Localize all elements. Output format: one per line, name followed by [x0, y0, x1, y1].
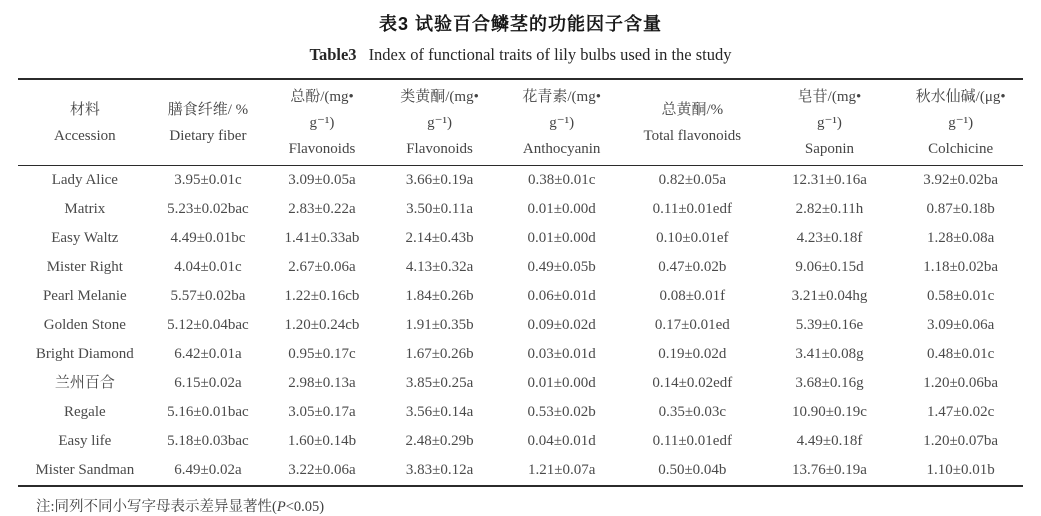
value-cell: 0.01±0.00d: [527, 230, 596, 246]
value-cell: 0.50±0.04b: [658, 462, 727, 478]
column-header-total-phenols-line: Flavonoids: [288, 140, 356, 157]
value-cell: 4.13±0.32a: [405, 259, 474, 275]
column-header-accession: [18, 79, 152, 166]
accession-cell: Regale: [64, 404, 106, 420]
accession-cell: Easy Waltz: [51, 230, 119, 246]
value-cell: 2.67±0.06a: [288, 259, 356, 275]
table-row: [18, 340, 1023, 369]
value-cell: 0.14±0.02edf: [652, 375, 733, 391]
value-cell: 3.09±0.05a: [288, 172, 356, 188]
value-cell: 1.67±0.26b: [405, 346, 474, 362]
value-cell: 2.98±0.13a: [288, 375, 356, 391]
value-cell: 9.06±0.15d: [795, 259, 864, 275]
column-header-accession-line: 材料: [69, 101, 100, 118]
value-cell: 0.49±0.05b: [527, 259, 596, 275]
value-cell: 5.18±0.03bac: [167, 433, 249, 449]
value-cell: 0.82±0.05a: [658, 172, 726, 188]
column-header-accession-line: Accession: [54, 127, 116, 144]
value-cell: 4.49±0.18f: [796, 433, 863, 449]
table-row: [18, 311, 1023, 340]
value-cell: 5.12±0.04bac: [167, 317, 249, 333]
table-header: [18, 79, 1023, 166]
value-cell: 3.92±0.02ba: [923, 172, 999, 188]
value-cell: 2.83±0.22a: [288, 201, 356, 217]
value-cell: 0.10±0.01ef: [656, 230, 729, 246]
value-cell: 1.91±0.35b: [405, 317, 474, 333]
value-cell: 3.41±0.08g: [795, 346, 864, 362]
value-cell: 0.06±0.01d: [527, 288, 596, 304]
footnote-suffix: <0.05): [285, 499, 325, 515]
accession-cell: Golden Stone: [43, 317, 126, 333]
value-cell: 3.66±0.19a: [405, 172, 474, 188]
table-row: [18, 427, 1023, 456]
value-cell: 0.53±0.02b: [527, 404, 596, 420]
value-cell: 0.95±0.17c: [288, 346, 356, 362]
value-cell: 3.21±0.04hg: [791, 288, 868, 304]
value-cell: 0.01±0.00d: [527, 375, 596, 391]
header-row: [18, 79, 1023, 166]
value-cell: 1.10±0.01b: [926, 462, 995, 478]
functional-traits-table: [18, 78, 1023, 487]
value-cell: 0.09±0.02d: [527, 317, 596, 333]
column-header-colchicine-line: Colchicine: [928, 140, 994, 157]
column-header-saponin-line: g⁻¹): [817, 114, 842, 131]
value-cell: 4.49±0.01bc: [170, 230, 246, 246]
table-caption-label: Table3: [309, 45, 357, 64]
value-cell: 4.04±0.01c: [174, 259, 242, 275]
column-header-total-flavonoids-line: 总黄酮/%: [661, 101, 724, 118]
value-cell: 1.18±0.02ba: [923, 259, 999, 275]
value-cell: 0.01±0.00d: [527, 201, 596, 217]
column-header-colchicine-line: 秋水仙碱/(μg•: [915, 88, 1006, 105]
column-header-total-phenols-line: 总酚/(mg•: [290, 88, 354, 105]
accession-cell: 兰州百合: [54, 375, 115, 391]
value-cell: 1.84±0.26b: [405, 288, 474, 304]
column-header-flavonoids: [380, 79, 500, 166]
column-header-flavonoids-line: 类黄酮/(mg•: [400, 88, 479, 105]
column-header-dietary-fiber-line: 膳食纤维/ %: [167, 101, 249, 118]
value-cell: 1.21±0.07a: [527, 462, 596, 478]
value-cell: 12.31±0.16a: [792, 172, 867, 188]
accession-cell: Lady Alice: [51, 172, 118, 188]
value-cell: 1.20±0.07ba: [923, 433, 999, 449]
column-header-saponin: [761, 79, 899, 166]
value-cell: 2.14±0.43b: [405, 230, 474, 246]
value-cell: 1.20±0.24cb: [284, 317, 360, 333]
column-header-total-phenols-line: g⁻¹): [309, 114, 335, 131]
value-cell: 0.47±0.02b: [658, 259, 727, 275]
value-cell: 10.90±0.19c: [792, 404, 867, 420]
table-row: [18, 195, 1023, 224]
column-header-flavonoids-line: Flavonoids: [406, 140, 473, 157]
value-cell: 6.15±0.02a: [174, 375, 242, 391]
table-row: [18, 398, 1023, 427]
column-header-total-flavonoids: [624, 79, 761, 166]
value-cell: 1.22±0.16cb: [284, 288, 360, 304]
value-cell: 0.19±0.02d: [658, 346, 727, 362]
table-title-zh: 表3 试验百合鳞茎的功能因子含量: [378, 14, 662, 34]
value-cell: 3.56±0.14a: [405, 404, 474, 420]
value-cell: 0.11±0.01edf: [652, 433, 732, 449]
value-cell: 4.23±0.18f: [796, 230, 863, 246]
column-header-colchicine: [898, 79, 1023, 166]
accession-cell: Bright Diamond: [35, 346, 134, 362]
value-cell: 6.42±0.01a: [174, 346, 242, 362]
footnote: [36, 495, 1041, 516]
column-header-dietary-fiber-line: Dietary fiber: [169, 127, 247, 144]
column-header-flavonoids-line: g⁻¹): [427, 114, 453, 131]
value-cell: 13.76±0.19a: [792, 462, 867, 478]
value-cell: 0.38±0.01c: [527, 172, 596, 188]
value-cell: 1.28±0.08a: [926, 230, 995, 246]
value-cell: 6.49±0.02a: [174, 462, 242, 478]
value-cell: 3.95±0.01c: [174, 172, 242, 188]
value-cell: 3.05±0.17a: [288, 404, 356, 420]
column-header-anthocyanin-line: Anthocyanin: [522, 140, 601, 157]
table-caption-en: [0, 45, 1041, 65]
value-cell: 2.48±0.29b: [405, 433, 474, 449]
value-cell: 3.09±0.06a: [926, 317, 995, 333]
table-row: [18, 166, 1023, 196]
value-cell: 3.22±0.06a: [288, 462, 356, 478]
column-header-anthocyanin-line: 花青素/(mg•: [522, 88, 601, 105]
accession-cell: Mister Sandman: [35, 462, 135, 478]
value-cell: 0.48±0.01c: [926, 346, 995, 362]
value-cell: 0.03±0.01d: [527, 346, 596, 362]
value-cell: 1.20±0.06ba: [923, 375, 999, 391]
value-cell: 0.11±0.01edf: [652, 201, 732, 217]
value-cell: 0.08±0.01f: [659, 288, 726, 304]
column-header-colchicine-line: g⁻¹): [948, 114, 974, 131]
table-row: [18, 282, 1023, 311]
value-cell: 1.41±0.33ab: [284, 230, 360, 246]
table-caption-text: Index of functional traits of lily bulbs used in the study: [368, 45, 732, 64]
accession-cell: Easy life: [58, 433, 112, 449]
value-cell: 0.58±0.01c: [926, 288, 995, 304]
value-cell: 3.68±0.16g: [795, 375, 864, 391]
footnote-p-symbol: P: [276, 499, 286, 515]
column-header-saponin-line: Saponin: [804, 140, 855, 157]
column-header-total-phenols: [264, 79, 380, 166]
table-body: [18, 166, 1023, 487]
table-row: [18, 253, 1023, 282]
column-header-total-flavonoids-line: Total flavonoids: [643, 127, 742, 144]
value-cell: 5.39±0.16e: [795, 317, 864, 333]
table-row: [18, 224, 1023, 253]
value-cell: 3.83±0.12a: [405, 462, 474, 478]
value-cell: 3.85±0.25a: [405, 375, 474, 391]
table-row: [18, 456, 1023, 486]
value-cell: 0.17±0.01ed: [654, 317, 730, 333]
accession-cell: Pearl Melanie: [42, 288, 127, 304]
column-header-dietary-fiber: [152, 79, 265, 166]
value-cell: 0.35±0.03c: [658, 404, 726, 420]
value-cell: 1.47±0.02c: [926, 404, 995, 420]
value-cell: 5.23±0.02bac: [167, 201, 249, 217]
value-cell: 0.87±0.18b: [926, 201, 995, 217]
value-cell: 5.57±0.02ba: [170, 288, 246, 304]
column-header-anthocyanin: [499, 79, 624, 166]
value-cell: 1.60±0.14b: [287, 433, 357, 449]
column-header-anthocyanin-line: g⁻¹): [549, 114, 575, 131]
value-cell: 0.04±0.01d: [527, 433, 596, 449]
value-cell: 3.50±0.11a: [406, 201, 473, 217]
accession-cell: Matrix: [64, 201, 106, 217]
table-row: [18, 369, 1023, 398]
footnote-prefix: 注:同列不同小写字母表示差异显著性(: [36, 499, 277, 515]
column-header-saponin-line: 皂苷/(mg•: [797, 88, 862, 105]
accession-cell: Mister Right: [46, 259, 123, 275]
value-cell: 5.16±0.01bac: [167, 404, 249, 420]
value-cell: 2.82±0.11h: [795, 201, 864, 217]
